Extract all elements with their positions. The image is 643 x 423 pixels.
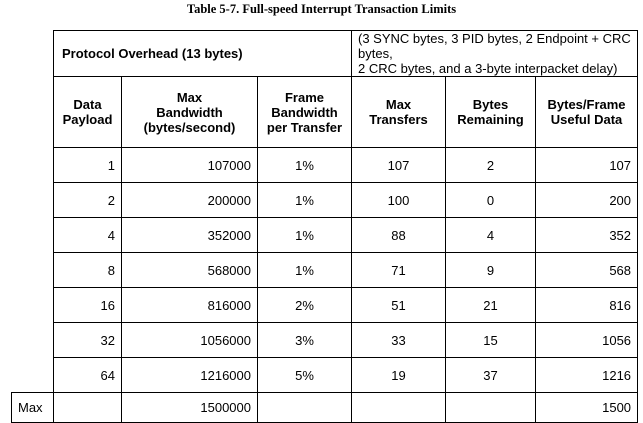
cell-useful-data: 1056 xyxy=(536,323,638,358)
cell-max-transfers: 100 xyxy=(352,183,446,218)
table-row xyxy=(12,218,638,253)
cell-max-transfers: 33 xyxy=(352,323,446,358)
header-max-transfers: Max Transfers xyxy=(352,77,446,148)
header-useful-data: Bytes/Frame Useful Data xyxy=(536,77,638,148)
cell-useful-data: 816 xyxy=(536,288,638,323)
cell-bytes-remaining: 37 xyxy=(446,358,536,393)
cell-max-transfers: 88 xyxy=(352,218,446,253)
cell-bytes-remaining: 4 xyxy=(446,218,536,253)
table-caption: Table 5-7. Full-speed Interrupt Transaction Limits xyxy=(186,2,457,16)
protocol-overhead-label: Protocol Overhead (13 bytes) xyxy=(54,31,352,77)
row-label-spacer xyxy=(12,77,54,148)
row-label-spacer xyxy=(12,31,54,77)
protocol-overhead-row xyxy=(12,31,638,77)
cell-max-transfers: 19 xyxy=(352,358,446,393)
cell-max-transfers: 107 xyxy=(352,148,446,183)
table-row xyxy=(12,323,638,358)
cell-data-payload: 32 xyxy=(54,323,122,358)
cell-max-bandwidth: 107000 xyxy=(122,148,258,183)
row-label-spacer xyxy=(12,288,54,323)
cell-max-bandwidth: 352000 xyxy=(122,218,258,253)
cell-useful-data: 200 xyxy=(536,183,638,218)
interrupt-limits-table xyxy=(11,30,638,423)
cell-frame-bandwidth: 3% xyxy=(258,323,352,358)
cell-bytes-remaining: 9 xyxy=(446,253,536,288)
table-row xyxy=(12,288,638,323)
cell-useful-data: 107 xyxy=(536,148,638,183)
cell-frame-bandwidth: 2% xyxy=(258,288,352,323)
overhead-description-line1: (3 SYNC bytes, 3 PID bytes, 2 Endpoint + CRC bytes, xyxy=(358,31,631,61)
cell-frame-bandwidth xyxy=(258,393,352,423)
overhead-description-line2: 2 CRC bytes, and a 3-byte interpacket delay) xyxy=(358,61,618,76)
cell-data-payload: 8 xyxy=(54,253,122,288)
cell-max-bandwidth: 1056000 xyxy=(122,323,258,358)
table-row xyxy=(12,183,638,218)
cell-max-bandwidth: 200000 xyxy=(122,183,258,218)
cell-data-payload xyxy=(54,393,122,423)
cell-useful-data: 568 xyxy=(536,253,638,288)
cell-data-payload: 64 xyxy=(54,358,122,393)
header-bytes-remaining: Bytes Remaining xyxy=(446,77,536,148)
table-row xyxy=(12,148,638,183)
row-label-spacer xyxy=(12,323,54,358)
cell-frame-bandwidth: 5% xyxy=(258,358,352,393)
cell-max-bandwidth: 1500000 xyxy=(122,393,258,423)
cell-data-payload: 16 xyxy=(54,288,122,323)
cell-data-payload: 4 xyxy=(54,218,122,253)
cell-bytes-remaining: 2 xyxy=(446,148,536,183)
row-label-spacer xyxy=(12,183,54,218)
cell-bytes-remaining: 0 xyxy=(446,183,536,218)
cell-useful-data: 1216 xyxy=(536,358,638,393)
header-frame-bandwidth: Frame Bandwidth per Transfer xyxy=(258,77,352,148)
cell-frame-bandwidth: 1% xyxy=(258,148,352,183)
cell-max-transfers: 51 xyxy=(352,288,446,323)
header-max-bandwidth: Max Bandwidth (bytes/second) xyxy=(122,77,258,148)
protocol-overhead-description xyxy=(352,31,638,77)
table-row xyxy=(12,358,638,393)
cell-data-payload: 1 xyxy=(54,148,122,183)
cell-bytes-remaining xyxy=(446,393,536,423)
cell-useful-data: 1500 xyxy=(536,393,638,423)
row-label-spacer xyxy=(12,253,54,288)
cell-max-bandwidth: 816000 xyxy=(122,288,258,323)
cell-frame-bandwidth: 1% xyxy=(258,218,352,253)
max-row xyxy=(12,393,638,423)
column-header-row xyxy=(12,77,638,148)
max-row-label: Max xyxy=(12,393,54,423)
cell-bytes-remaining: 21 xyxy=(446,288,536,323)
cell-bytes-remaining: 15 xyxy=(446,323,536,358)
cell-max-bandwidth: 1216000 xyxy=(122,358,258,393)
row-label-spacer xyxy=(12,358,54,393)
cell-max-transfers xyxy=(352,393,446,423)
cell-frame-bandwidth: 1% xyxy=(258,253,352,288)
cell-max-transfers: 71 xyxy=(352,253,446,288)
cell-data-payload: 2 xyxy=(54,183,122,218)
row-label-spacer xyxy=(12,218,54,253)
header-data-payload: Data Payload xyxy=(54,77,122,148)
cell-useful-data: 352 xyxy=(536,218,638,253)
row-label-spacer xyxy=(12,148,54,183)
cell-max-bandwidth: 568000 xyxy=(122,253,258,288)
table-row xyxy=(12,253,638,288)
cell-frame-bandwidth: 1% xyxy=(258,183,352,218)
